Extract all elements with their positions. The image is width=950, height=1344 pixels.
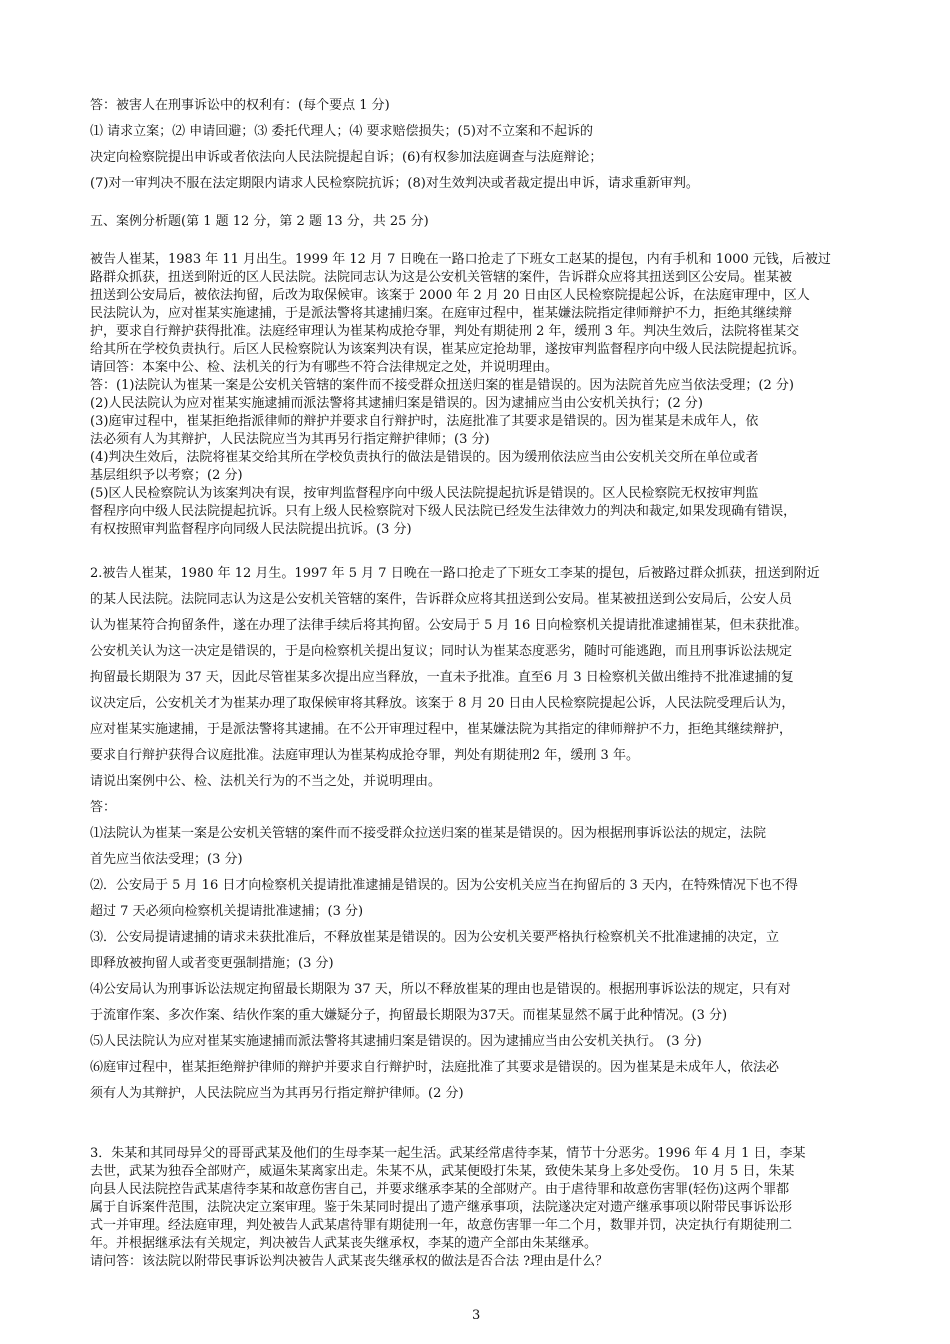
case2-answer: ⑹庭审过程中，崔某拒绝辩护律师的辩护并要求自行辩护时，法庭批准了其要求是错误的。因为崔某是未成年人，依法必	[90, 1060, 780, 1075]
case1-line: 护，要求自行辩护获得批准。法庭经审理认为崔某构成抢夺罪，判处有期徒刑 2 年，缓刑 3 年。判决生效后，法院将崔某交	[90, 324, 800, 339]
case3-line: 式一并审理。经法庭审理，判处被告人武某虐待罪有期徒刑一年，故意伤害罪一年二个月，数罪并罚，决定执行有期徒刑二	[90, 1218, 793, 1233]
case1-answer: 答：(1)法院认为崔某一案是公安机关管辖的案件而不接受群众扭送归案的崔是错误的。因为法院首先应当依法受理；(2 分)	[90, 378, 794, 393]
case2-answer: 于流窜作案、多次作案、结伙作案的重大嫌疑分子，拘留最长期限为37天。而崔某显然不属于此种情况。(3 分)	[90, 1008, 728, 1023]
case1-answer: 基层组织予以考察；(2 分)	[90, 468, 243, 483]
page-number: 3	[472, 1308, 481, 1323]
case3-line: 年。并根据继承法有关规定，判决被告人武某丧失继承权，李某的遗产全部由朱某继承。	[90, 1236, 598, 1251]
case2-answer: 即释放被拘留人或者变更强制措施；(3 分)	[90, 956, 334, 971]
case2-answer: 首先应当依法受理；(3 分)	[90, 852, 243, 867]
section-title: 五、案例分析题(第 1 题 12 分，第 2 题 13 分，共 25 分)	[90, 214, 429, 229]
case2-answer-label: 答：	[90, 800, 117, 815]
case1-line: 民法院认为，应对崔某实施逮捕，于是派法警将其逮捕归案。在庭审过程中，崔某嫌法院指定律师辩护不力，拒绝其继续辩	[90, 306, 793, 321]
case1-answer: (2)人民法院认为应对崔某实施逮捕而派法警将其逮捕归案是错误的。因为逮捕应当由公安机关执行；(2 分)	[90, 396, 703, 411]
answer-line: ⑴ 请求立案；⑵ 申请回避；⑶ 委托代理人；⑷ 要求赔偿损失；(5)对不立案和不起诉的	[90, 124, 593, 139]
case3-line: 去世，武某为独吞全部财产，威逼朱某离家出走。朱某不从，武某便殴打朱某，致使朱某身上多处受伤。 10 月 5 日，朱某	[90, 1164, 795, 1179]
case2-answer: ⑵．公安局于 5 月 16 日才向检察机关提请批准逮捕是错误的。因为公安机关应当在拘留后的 3 天内，在特殊情况下也不得	[90, 878, 798, 893]
case1-line: 扭送到公安局后，被依法拘留，后改为取保候审。该案于 2000 年 2 月 20 日由区人民检察院提起公诉，在法庭审理中，区人	[90, 288, 810, 303]
case1-line: 路群众抓获，扭送到附近的区人民法院。法院同志认为这是公安机关管辖的案件，告诉群众应将其扭送到区公安局。崔某被	[90, 270, 793, 285]
case1-answer: (3)庭审过程中，崔某拒绝指派律师的辩护并要求自行辩护时，法庭批准了其要求是错误的。因为崔某是未成年人，依	[90, 414, 759, 429]
case2-line: 要求自行辩护获得合议庭批准。法庭审理认为崔某构成抢夺罪，判处有期徒刑2 年，缓刑 3 年。	[90, 748, 639, 763]
case2-line: 拘留最长期限为 37 天，因此尽管崔某多次提出应当释放，一直未予批准。直至6 月 3 日检察机关做出维持不批准逮捕的复	[90, 670, 794, 685]
case2-line: 公安机关认为这一决定是错误的，于是向检察机关提出复议；同时认为崔某态度恶劣，随时可能逃跑，而且刑事诉讼法规定	[90, 644, 793, 659]
case2-answer: ⑷公安局认为刑事诉讼法规定拘留最长期限为 37 天，所以不释放崔某的理由也是错误的。根据刑事诉讼法的规定，只有对	[90, 982, 791, 997]
case3-question: 请问答：该法院以附带民事诉讼判决被告人武某丧失继承权的做法是否合法 ?理由是什么？	[90, 1254, 609, 1269]
case1-answer: 法必须有人为其辩护，人民法院应当为其再另行指定辩护律师；(3 分)	[90, 432, 490, 447]
case1-line: 给其所在学校负责执行。后区人民检察院认为该案判决有误，崔某应定抢劫罪，遂按审判监督程序向中级人民法院提起抗诉。	[90, 342, 806, 357]
case2-answer: 超过 7 天必须向检察机关提请批准逮捕；(3 分)	[90, 904, 364, 919]
case2-line: 的某人民法院。法院同志认为这是公安机关管辖的案件，告诉群众应将其扭送到公安局。崔某被扭送到公安局后，公安人员	[90, 592, 793, 607]
case2-line: 议决定后，公安机关才为崔某办理了取保候审将其释放。该案于 8 月 20 日由人民检察院提起公诉，人民法院受理后认为，	[90, 696, 795, 711]
case2-line: 认为崔某符合拘留条件，遂在办理了法律手续后将其拘留。公安局于 5 月 16 日向检察机关提请批准逮捕崔某，但未获批准。	[90, 618, 808, 633]
case1-line: 被告人崔某，1983 年 11 月出生。1999 年 12 月 7 日晚在一路口抢走了下班女工赵某的提包，内有手机和 1000 元钱，后被过	[90, 252, 831, 267]
case2-answer: ⑴法院认为崔某一案是公安机关管辖的案件而不接受群众拉送归案的崔某是错误的。因为根据刑事诉讼法的规定，法院	[90, 826, 767, 841]
answer-line: (7)对一审判决不服在法定期限内请求人民检察院抗诉；(8)对生效判决或者裁定提出申诉，请求重新审判。	[90, 176, 699, 191]
case2-line: 2.被告人崔某，1980 年 12 月生。1997 年 5 月 7 日晚在一路口抢走了下班女工李某的提包，后被路过群众抓获，扭送到附近	[90, 566, 820, 581]
case2-answer: ⑸人民法院认为应对崔某实施逮捕而派法警将其逮捕归案是错误的。因为逮捕应当由公安机关执行。 (3 分)	[90, 1034, 702, 1049]
case3-line: 属于自诉案件范围，法院决定立案审理。鉴于朱某同时提出了遗产继承事项，法院遂决定对遗产继承事项以附带民事诉讼形	[90, 1200, 793, 1215]
case1-answer: 有权按照审判监督程序向同级人民法院提出抗诉。(3 分)	[90, 522, 412, 537]
case2-answer: ⑶．公安局提请逮捕的请求未获批准后，不释放崔某是错误的。因为公安机关要严格执行检察机关不批准逮捕的决定，立	[90, 930, 780, 945]
case3-line: 向县人民法院控告武某虐待李某和故意伤害自己，并要求继承李某的全部财产。由于虐待罪和故意伤害罪(轻伤)这两个罪都	[90, 1182, 790, 1197]
answer-intro: 答：被害人在刑事诉讼中的权利有：(每个要点 1 分)	[90, 98, 390, 113]
case2-line: 应对崔某实施逮捕，于是派法警将其逮捕。在不公开审理过程中，崔某嫌法院为其指定的律师辩护不力，拒绝其继续辩护，	[90, 722, 793, 737]
case1-answer: (5)区人民检察院认为该案判决有误，按审判监督程序向中级人民法院提起抗诉是错误的。区人民检察院无权按审判监	[90, 486, 759, 501]
case1-answer: 督程序向中级人民法院提起抗诉。只有上级人民检察院对下级人民法院已经发生法律效力的判决和裁定,如果发现确有错误，	[90, 504, 797, 519]
case3-line: 3．朱某和其同母异父的哥哥武某及他们的生母李某一起生活。武某经常虐待李某，情节十分恶劣。1996 年 4 月 1 日，李某	[90, 1146, 806, 1161]
case1-answer: (4)判决生效后，法院将崔某交给其所在学校负责执行的做法是错误的。因为缓刑依法应当由公安机关交所在单位或者	[90, 450, 759, 465]
answer-line: 决定向检察院提出申诉或者依法向人民法院提起自诉；(6)有权参加法庭调查与法庭辩论；	[90, 150, 603, 165]
case1-question: 请回答：本案中公、检、法机关的行为有哪些不符合法律规定之处，并说明理由。	[90, 360, 559, 375]
case2-question: 请说出案例中公、检、法机关行为的不当之处，并说明理由。	[90, 774, 442, 789]
case2-answer: 须有人为其辩护，人民法院应当为其再另行指定辩护律师。(2 分)	[90, 1086, 464, 1101]
